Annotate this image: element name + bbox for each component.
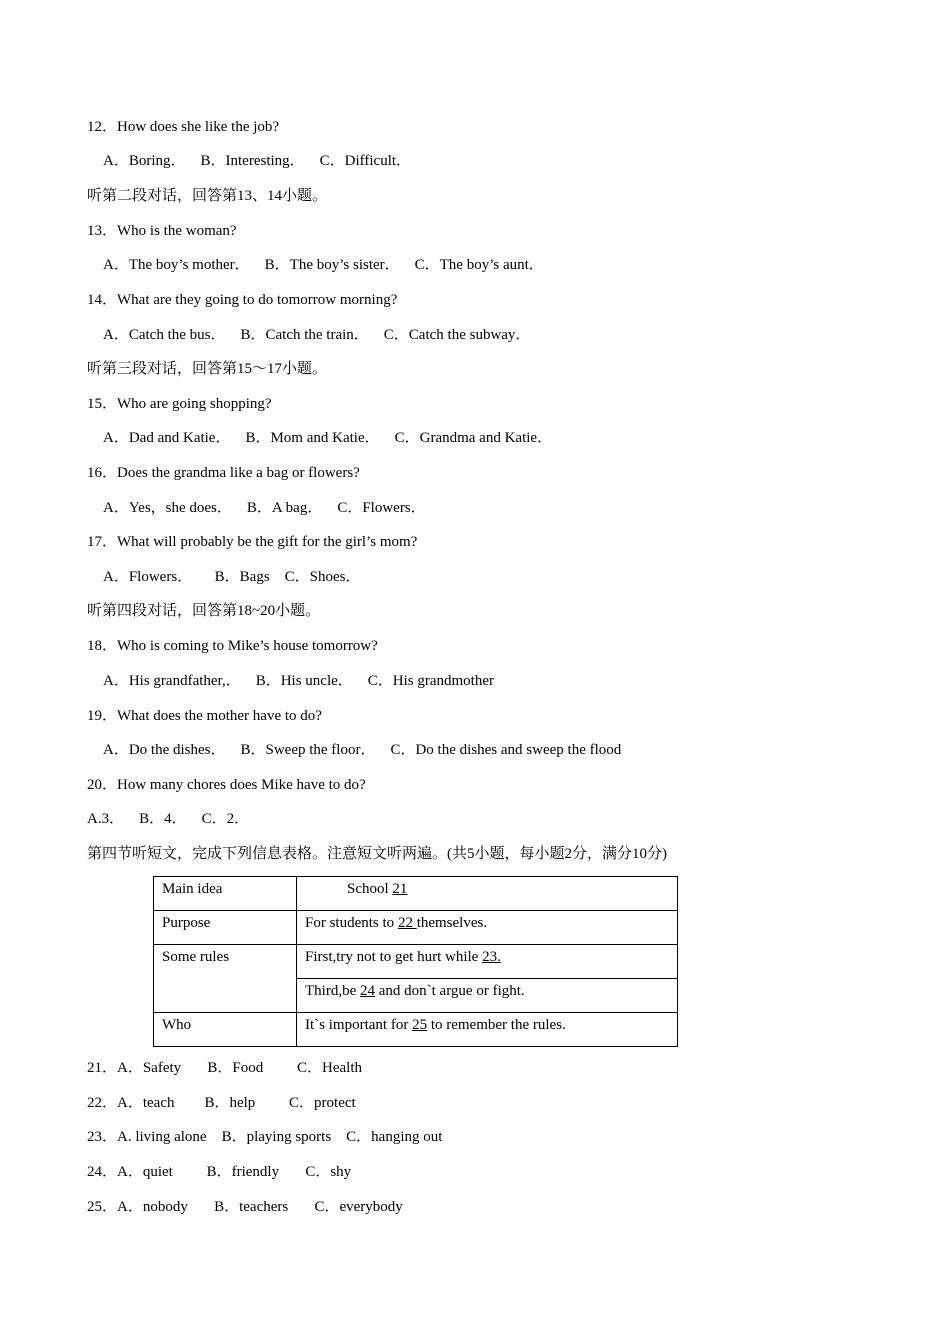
table-row: [154, 1013, 678, 1047]
table-cell-purpose-value: [297, 911, 678, 945]
blank-22: 22: [397, 915, 417, 931]
question-18-stem: 18．Who is coming to Mike’s house tomorrow?: [87, 638, 378, 654]
question-19-options: A．Do the dishes． B．Sweep the floor． C．Do the dishes and sweep the flood: [103, 742, 622, 758]
cell-text: and don`t argue or fight.: [374, 983, 525, 999]
question-16-options: A．Yes，she does． B．A bag． C．Flowers．: [103, 500, 426, 516]
cell-text: First,try not to get hurt while: [305, 949, 483, 965]
table-row: [154, 911, 678, 945]
question-17-options: A．Flowers． B．Bags C．Shoes．: [103, 569, 361, 585]
question-14-options: A．Catch the bus． B．Catch the train． C．Catch the subway．: [103, 327, 531, 343]
question-16-stem: 16．Does the grandma like a bag or flowers?: [87, 465, 360, 481]
section-4-heading: 听第四段对话，回答第18~20小题。: [87, 603, 321, 619]
cell-text: School: [347, 881, 393, 897]
cell-text: It`s important for: [305, 1017, 413, 1033]
table-cell-rule-3: [297, 979, 678, 1013]
question-20-options: A.3． B．4． C．2．: [87, 811, 250, 827]
table-cell-who-label: Who: [154, 1013, 297, 1047]
question-17-stem: 17．What will probably be the gift for the girl’s mom?: [87, 534, 418, 550]
question-13-options: A．The boy’s mother． B．The boy’s sister． C．The boy’s aunt．: [103, 257, 544, 273]
part-4-heading: 第四节听短文，完成下列信息表格。注意短文听两遍。(共5小题，每小题2分，满分10分): [87, 846, 667, 862]
table-cell-rules-label: Some rules: [154, 945, 297, 1013]
blank-23: 23.: [482, 949, 501, 965]
table-row: [154, 877, 678, 911]
table-cell-who-value: [297, 1013, 678, 1047]
table-cell-purpose-label: Purpose: [154, 911, 297, 945]
cell-text: to remember the rules.: [427, 1017, 566, 1033]
info-table: [153, 876, 678, 1047]
question-19-stem: 19．What does the mother have to do?: [87, 708, 322, 724]
table-cell-main-idea-value: [297, 877, 678, 911]
answer-24-options: 24．A．quiet B．friendly C．shy: [87, 1164, 352, 1180]
answer-25-options: 25．A．nobody B．teachers C．everybody: [87, 1199, 403, 1215]
table-row: [154, 945, 678, 979]
question-18-options: A．His grandfather,． B．His uncle． C．His grandmother: [103, 673, 495, 689]
blank-24: 24: [359, 983, 375, 999]
question-15-options: A．Dad and Katie． B．Mom and Katie． C．Grandma and Katie．: [103, 430, 553, 446]
cell-text: For students to: [305, 915, 398, 931]
question-20-stem: 20．How many chores does Mike have to do?: [87, 777, 366, 793]
question-13-stem: 13．Who is the woman?: [87, 223, 237, 239]
answer-23-options: 23．A. living alone B．playing sports C．hanging out: [87, 1129, 443, 1145]
question-12-stem: 12．How does she like the job?: [87, 119, 280, 135]
cell-text: themselves.: [416, 915, 488, 931]
question-15-stem: 15．Who are going shopping?: [87, 396, 272, 412]
answer-22-options: 22．A．teach B．help C．protect: [87, 1095, 356, 1111]
section-2-heading: 听第二段对话，回答第13、14小题。: [87, 188, 328, 204]
question-14-stem: 14．What are they going to do tomorrow morning?: [87, 292, 398, 308]
table-cell-rule-1: [297, 945, 678, 979]
table-cell-main-idea-label: Main idea: [154, 877, 297, 911]
blank-21: 21: [392, 881, 408, 897]
cell-text: Third,be: [305, 983, 360, 999]
question-12-options: A．Boring． B．Interesting． C．Difficult．: [103, 153, 412, 169]
section-3-heading: 听第三段对话，回答第15～17小题。: [87, 361, 328, 377]
blank-25: 25: [412, 1017, 428, 1033]
answer-21-options: 21．A．Safety B．Food C．Health: [87, 1060, 362, 1076]
